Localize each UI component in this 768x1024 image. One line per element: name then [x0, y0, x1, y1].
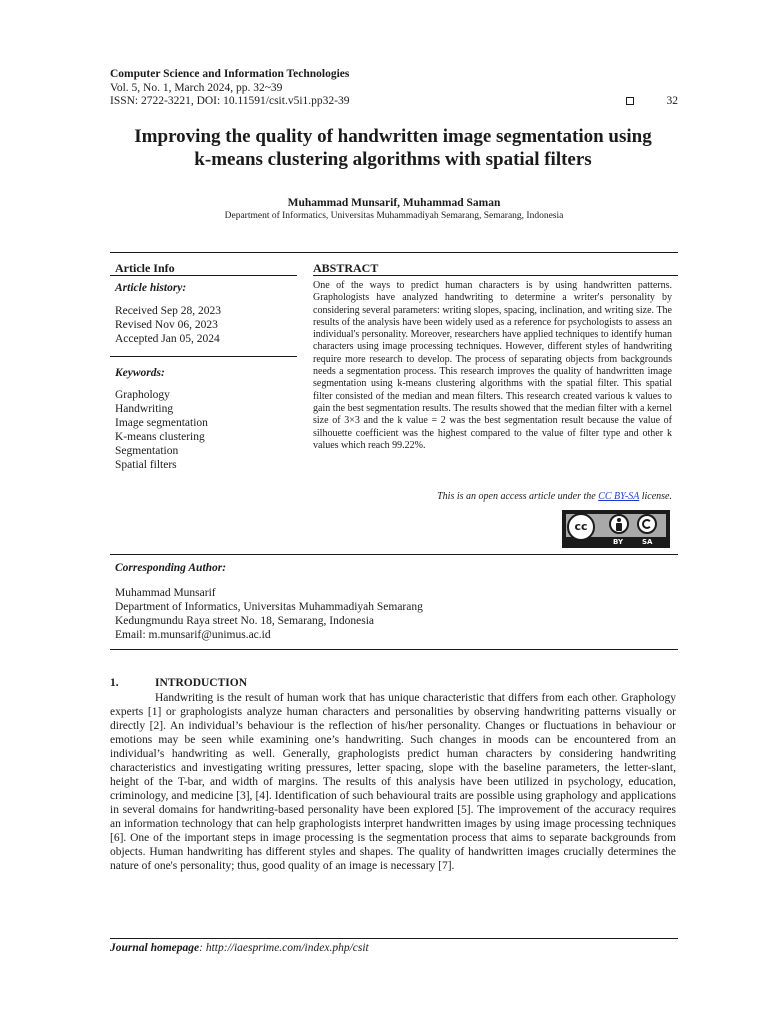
journal-homepage-url[interactable]: : http://iaesprime.com/index.php/csit — [199, 942, 369, 954]
table-top-rule — [110, 252, 678, 253]
cc-icon: cc — [567, 513, 595, 541]
license-suffix: license. — [641, 491, 672, 502]
keyword-item: Handwriting — [115, 403, 174, 415]
corresponding-name: Muhammad Munsarif — [115, 587, 216, 599]
keyword-item: Spatial filters — [115, 459, 177, 471]
badge-by-label: BY — [613, 538, 624, 546]
keyword-item: Image segmentation — [115, 417, 208, 429]
introduction-paragraph — [110, 691, 676, 873]
keywords-list — [115, 388, 208, 472]
keyword-item: K-means clustering — [115, 431, 205, 443]
corresponding-top-rule — [110, 554, 678, 555]
journal-header — [110, 68, 678, 109]
article-history-heading: Article history: — [115, 282, 187, 294]
introduction-text: Handwriting is the result of human work that has unique characteristic that differs from each other. Graphology experts [1] or graphologists analyze human characters and personalities by observing handwriting patterns visually or directly [2]. An individual’s behaviour is the reflection of his/her personality. Changes or fluctuations in behaviour or emotions may be seen while examining one’s handwriting. Such changes in moods can be encountered from an individual’s handwriting as well. Generally, graphologists predict human characters by considering handwriting characteristics and investigating writing pressures, letter spacing, slope with the baseline parameters, the letter-slant, height of the T-bar, and width of margins. The results of this analysis have been utilized in psychology, education, criminology, and medicine [3], [4]. Identification of such behavioural traits are possible using graphology and applications in several domains for handwriting-based personality have been explored [5]. The improvement of the accuracy requires an information technology that can help graphologists interpret handwritten images by using image processing techniques [6]. One of the important steps in image processing is the segmentation process that aims to separate backgrounds from objects. Human handwriting has different styles and shapes. The quality of handwritten images crucially determines the nature of one's personality; thus, good quality of an image is necessary [7]. — [110, 692, 676, 872]
journal-homepage-label: Journal homepage — [110, 942, 200, 954]
keyword-item: Graphology — [115, 389, 170, 401]
issn-doi: ISSN: 2722-3221, DOI: 10.11591/csit.v5i1.pp32-39 — [110, 95, 350, 107]
corresponding-address: Kedungmundu Raya street No. 18, Semarang, Indonesia — [115, 615, 375, 627]
affiliation: Department of Informatics, Universitas Muhammadiyah Semarang, Semarang, Indonesia — [224, 211, 564, 221]
section-title: INTRODUCTION — [155, 677, 248, 689]
section-number: 1. — [110, 677, 119, 689]
title-line-1: Improving the quality of handwritten image segmentation using — [134, 126, 652, 147]
journal-name: Computer Science and Information Technologies — [110, 68, 350, 80]
paper-title — [90, 125, 696, 171]
history-accepted: Accepted Jan 05, 2024 — [115, 333, 220, 345]
attribution-person-icon — [609, 514, 629, 534]
footer-rule — [110, 938, 678, 939]
cc-by-sa-link[interactable]: CC BY-SA — [598, 491, 640, 502]
history-received: Received Sep 28, 2023 — [115, 305, 222, 317]
keywords-heading: Keywords: — [115, 367, 165, 379]
page-number: 32 — [666, 95, 678, 107]
corresponding-email: Email: m.munsarif@unimus.ac.id — [115, 629, 271, 641]
share-alike-icon — [637, 514, 657, 534]
keyword-item: Segmentation — [115, 445, 179, 457]
license-prefix: This is an open access article under the — [437, 491, 596, 502]
authors: Muhammad Munsarif, Muhammad Saman — [287, 197, 501, 209]
article-history-list — [115, 304, 221, 346]
introduction-heading — [110, 677, 247, 689]
history-revised: Revised Nov 06, 2023 — [115, 319, 218, 331]
badge-sa-label: SA — [642, 538, 653, 546]
license-line — [313, 491, 672, 502]
abstract-heading: ABSTRACT — [313, 261, 379, 275]
corresponding-department: Department of Informatics, Universitas Muhammadiyah Semarang — [115, 601, 423, 613]
corresponding-bottom-rule — [110, 649, 678, 650]
title-line-2: k-means clustering algorithms with spatial filters — [194, 149, 592, 170]
corresponding-heading: Corresponding Author: — [115, 562, 227, 574]
history-rule — [110, 356, 297, 357]
abstract-rule — [313, 275, 678, 276]
article-info-heading: Article Info — [115, 261, 175, 275]
square-bullet-icon — [626, 97, 634, 105]
article-info-rule — [110, 275, 297, 276]
corresponding-details — [115, 586, 423, 642]
journal-footer — [110, 942, 369, 954]
volume-info: Vol. 5, No. 1, March 2024, pp. 32~39 — [110, 81, 283, 94]
abstract-text: One of the ways to predict human characters is by using handwritten patterns. Graphologists have analyzed handwriting to determine a writer's personality by considering several parameters: writing slopes, spacing, inclination, and writing size. The results of the analysis have been widely used as a reference for psychologists to assess an individual's personality. Moreover, researchers have applied techniques to identify human characters using image processing techniques. However, different styles of handwriting require more research to develop. The process of separating objects from backgrounds needs a segmentation process. This research improves the quality of handwritten image segmentation using k-means clustering algorithms with the spatial filter. This spatial filter consisted of the median and mean filters. This research created various k values to gain the best segmentation results. The results showed that the median filter with a kernel size of 3×3 and the k value = 2 was the best segmentation result because the value of silhouette coefficient was the highest compared to the value of filter type and other k values which reach 99.22%. — [313, 280, 672, 451]
issn-row — [110, 95, 678, 109]
cc-by-sa-badge[interactable] — [562, 510, 670, 548]
